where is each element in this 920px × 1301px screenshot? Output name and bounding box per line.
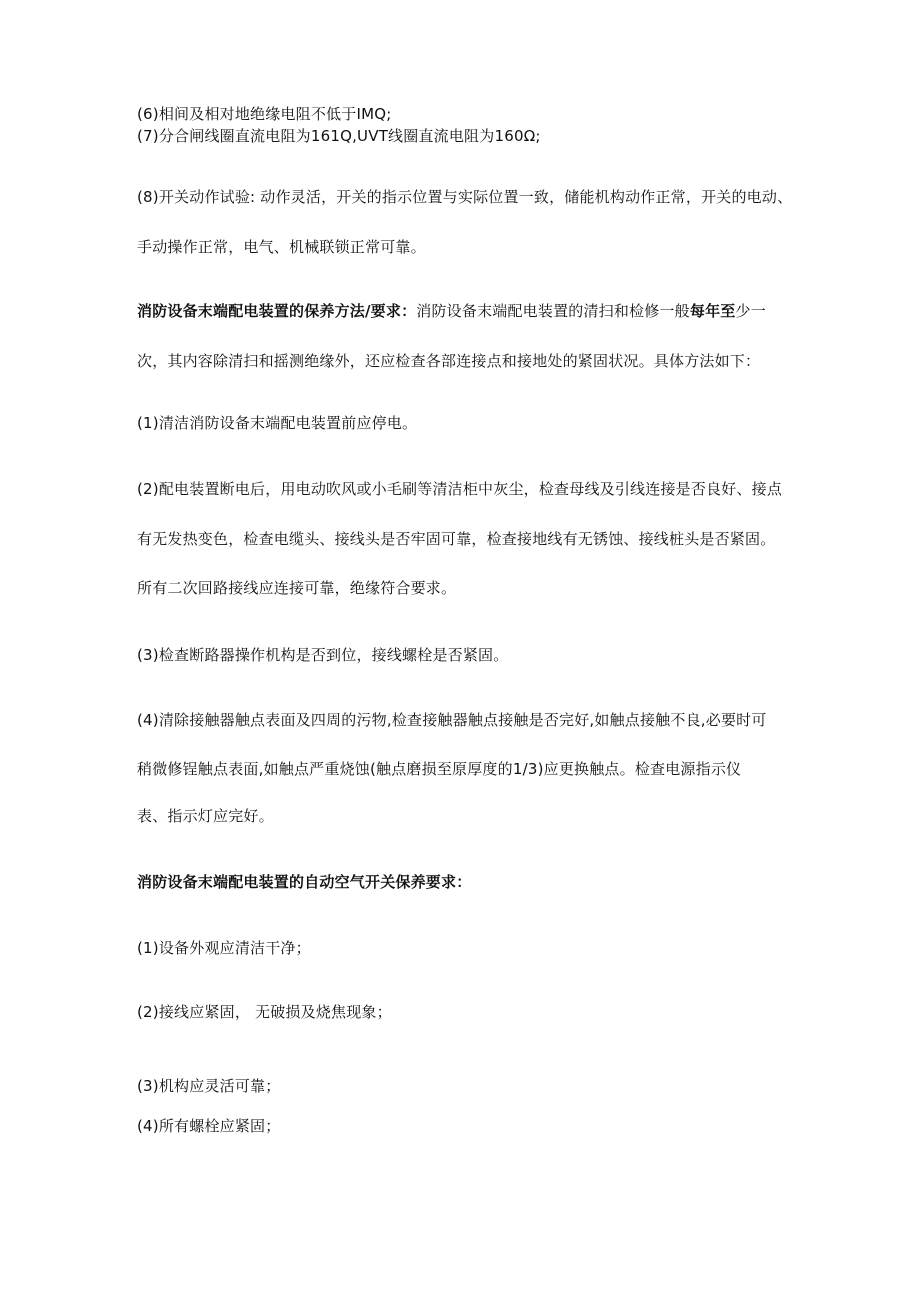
section-1-paragraph (137, 301, 766, 321)
method-2: (2)配电装置断电后，用电动吹风或小毛刷等清洁柜中灰尘，检查母线及引线连接是否良好、接点 (137, 480, 783, 498)
breaker-req-4: (4)所有螺栓应紧固； (137, 1117, 281, 1135)
breaker-req-2: (2)接线应紧固， 无破损及烧焦现象； (137, 1003, 392, 1021)
item-7-coil-resistance: (7)分合闸线圈直流电阻为161Q,UVT线圈直流电阻为160Ω; (137, 127, 541, 145)
section-2-heading: 消防设备末端配电装置的自动空气开关保养要求： (137, 873, 472, 891)
section-1-text-a: 消防设备末端配电装置的清扫和检修一般 (416, 302, 690, 320)
section-1-heading: 消防设备末端配电装置的保养方法/要求： (137, 302, 417, 320)
method-2-line-3: 所有二次回路接线应连接可靠，绝缘符合要求。 (137, 579, 457, 597)
method-4-line-2: 稍微修锃触点表面,如触点严重烧蚀(触点磨损至原厚度的1/3)应更换触点。检查电源指示仪 (137, 760, 742, 778)
method-1: (1)清洁消防设备末端配电装置前应停电。 (137, 414, 418, 432)
method-4: (4)清除接触器触点表面及四周的污物,检查接触器触点接触是否完好,如触点接触不良,必要时可 (137, 711, 767, 729)
breaker-req-1: (1)设备外观应清洁干净； (137, 939, 311, 957)
section-1-text-bold: 每年至 (689, 302, 736, 320)
method-2-line-2: 有无发热变色，检查电缆头、接线头是否牢固可靠，检查接地线有无锈蚀、接线桩头是否紧固。 (137, 530, 776, 548)
item-8-continued: 手动操作正常，电气、机械联锁正常可靠。 (137, 238, 426, 256)
item-6-insulation-resistance: (6)相间及相对地绝缘电阻不低于IMQ; (137, 105, 392, 123)
section-1-text-b: 少一 (735, 302, 766, 320)
breaker-req-3: (3)机构应灵活可靠； (137, 1077, 281, 1095)
method-4-line-3: 表、指示灯应完好。 (137, 807, 274, 825)
item-8-switch-test: (8)开关动作试验: 动作灵活，开关的指示位置与实际位置一致，储能机构动作正常，开关的电动、 (137, 188, 793, 206)
section-1-continued: 次，其内容除清扫和摇测绝缘外，还应检查各部连接点和接地处的紧固状况。具体方法如下： (137, 352, 761, 370)
method-3: (3)检查断路器操作机构是否到位，接线螺栓是否紧固。 (137, 646, 509, 664)
